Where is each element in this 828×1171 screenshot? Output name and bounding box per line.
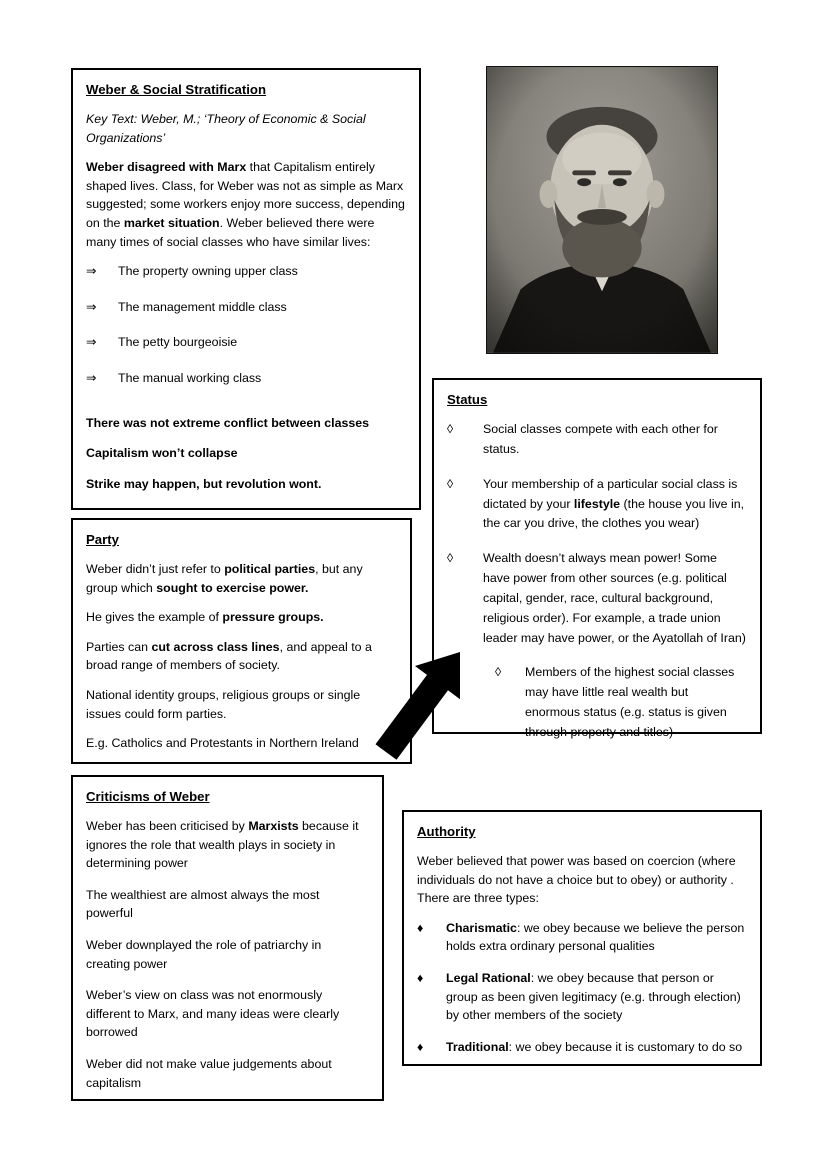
paragraph: Weber did not make value judgements about capitalism (86, 1057, 332, 1090)
stratification-conclusions (86, 414, 405, 494)
party-box (71, 518, 412, 764)
stratification-intro: Weber disagreed with Marx that Capitalism entirely shaped lives. Class, for Weber was not as simple as Marx suggested; some workers enjoy more success, depending on the market situation. Weber believed there were many times of social classes who have similar lives: (86, 160, 405, 249)
lozenge-bullet-icon: ◊ (447, 551, 454, 566)
list-item-text: Members of the highest social classes may have little real wealth but enormous status (e.g. status is given through property and titles) (525, 665, 735, 739)
list-item (447, 420, 746, 460)
stratification-title: Weber & Social Stratification (86, 82, 267, 97)
diamond-bullet-icon: ♦ (417, 971, 424, 986)
list-item-text: Your membership of a particular social class is dictated by your lifestyle (the house you live in, the car you drive, the clothes you wear) (483, 476, 745, 531)
list-item (447, 475, 746, 535)
nested-list-item (495, 663, 746, 742)
party-title: Party (86, 532, 119, 547)
list-item-text: Charismatic: we obey because we believe the person holds extra ordinary personal qualities (446, 920, 745, 954)
paragraph: National identity groups, religious groups or single issues could form parties. (86, 688, 361, 721)
authority-box (402, 810, 762, 1066)
paragraph: Parties can cut across class lines, and appeal to a broad range of members of society. (86, 639, 372, 673)
list-item (447, 549, 746, 648)
list-item-text: The petty bourgeoisie (118, 335, 238, 350)
list-item-text: Legal Rational: we obey because that person or group as been given legitimacy (e.g. through election) by other members of the society (446, 971, 741, 1023)
conclusion-line: Strike may happen, but revolution wont. (86, 476, 322, 491)
list-item-text: Wealth doesn’t always mean power! Some have power from other sources (e.g. political capital, gender, race, cultural background, religious order). For example, a trade union leader may have power, or the Ayatollah of Iran) (483, 551, 746, 645)
authority-title: Authority (417, 824, 476, 839)
paragraph: E.g. Catholics and Protestants in Northern Ireland (86, 736, 359, 751)
conclusion-line: Capitalism won’t collapse (86, 446, 238, 461)
diamond-bullet-icon: ♦ (417, 920, 424, 935)
list-item (417, 1038, 746, 1057)
paragraph: Weber’s view on class was not enormously different to Marx, and many ideas were clearly borrowed (86, 988, 340, 1040)
lozenge-bullet-icon: ◊ (447, 422, 454, 436)
up-right-arrow-icon (368, 630, 478, 760)
conclusion-line: There was not extreme conflict between classes (86, 415, 370, 430)
lozenge-bullet-icon: ◊ (447, 476, 454, 491)
status-title: Status (447, 392, 488, 407)
paragraph: Weber downplayed the role of patriarchy in creating power (86, 938, 322, 971)
double-arrow-bullet-icon: ⇒ (86, 371, 97, 386)
paragraph: Weber has been criticised by Marxists because it ignores the role that wealth plays in society in determining power (86, 819, 359, 871)
criticisms-box (71, 775, 384, 1101)
diamond-bullet-icon: ♦ (417, 1039, 424, 1054)
double-arrow-bullet-icon: ⇒ (86, 299, 97, 314)
key-text: Key Text: Weber, M.; ‘Theory of Economic & Social Organizations’ (86, 112, 366, 145)
max-weber-photo (486, 66, 718, 354)
double-arrow-bullet-icon: ⇒ (86, 335, 97, 350)
lozenge-bullet-icon: ◊ (495, 665, 502, 680)
paragraph: He gives the example of pressure groups. (86, 610, 324, 625)
authority-intro: Weber believed that power was based on coercion (where individuals do not have a choice but to obey) or authority . There are three types: (417, 854, 736, 906)
criticisms-title: Criticisms of Weber (86, 789, 210, 804)
list-item (86, 262, 405, 281)
status-box (432, 378, 762, 739)
double-arrow-bullet-icon: ⇒ (86, 264, 97, 279)
list-item-text: Traditional: we obey because it is customary to do so (446, 1039, 743, 1054)
list-item-text: The management middle class (118, 299, 287, 314)
list-item-text: Social classes compete with each other for status. (483, 422, 718, 456)
max-weber-portrait-illustration (487, 67, 717, 353)
list-item (86, 333, 405, 352)
list-item (417, 919, 746, 956)
stratification-box (71, 68, 421, 510)
list-item (417, 969, 746, 1025)
list-item-text: The property owning upper class (118, 264, 298, 279)
list-item (86, 369, 405, 388)
paragraph: Weber didn’t just refer to political parties, but any group which sought to exercise power. (86, 562, 363, 595)
paragraph: The wealthiest are almost always the most powerful (86, 887, 320, 921)
list-item-text: The manual working class (118, 371, 262, 386)
connector-arrow (368, 630, 478, 760)
list-item (86, 298, 405, 317)
